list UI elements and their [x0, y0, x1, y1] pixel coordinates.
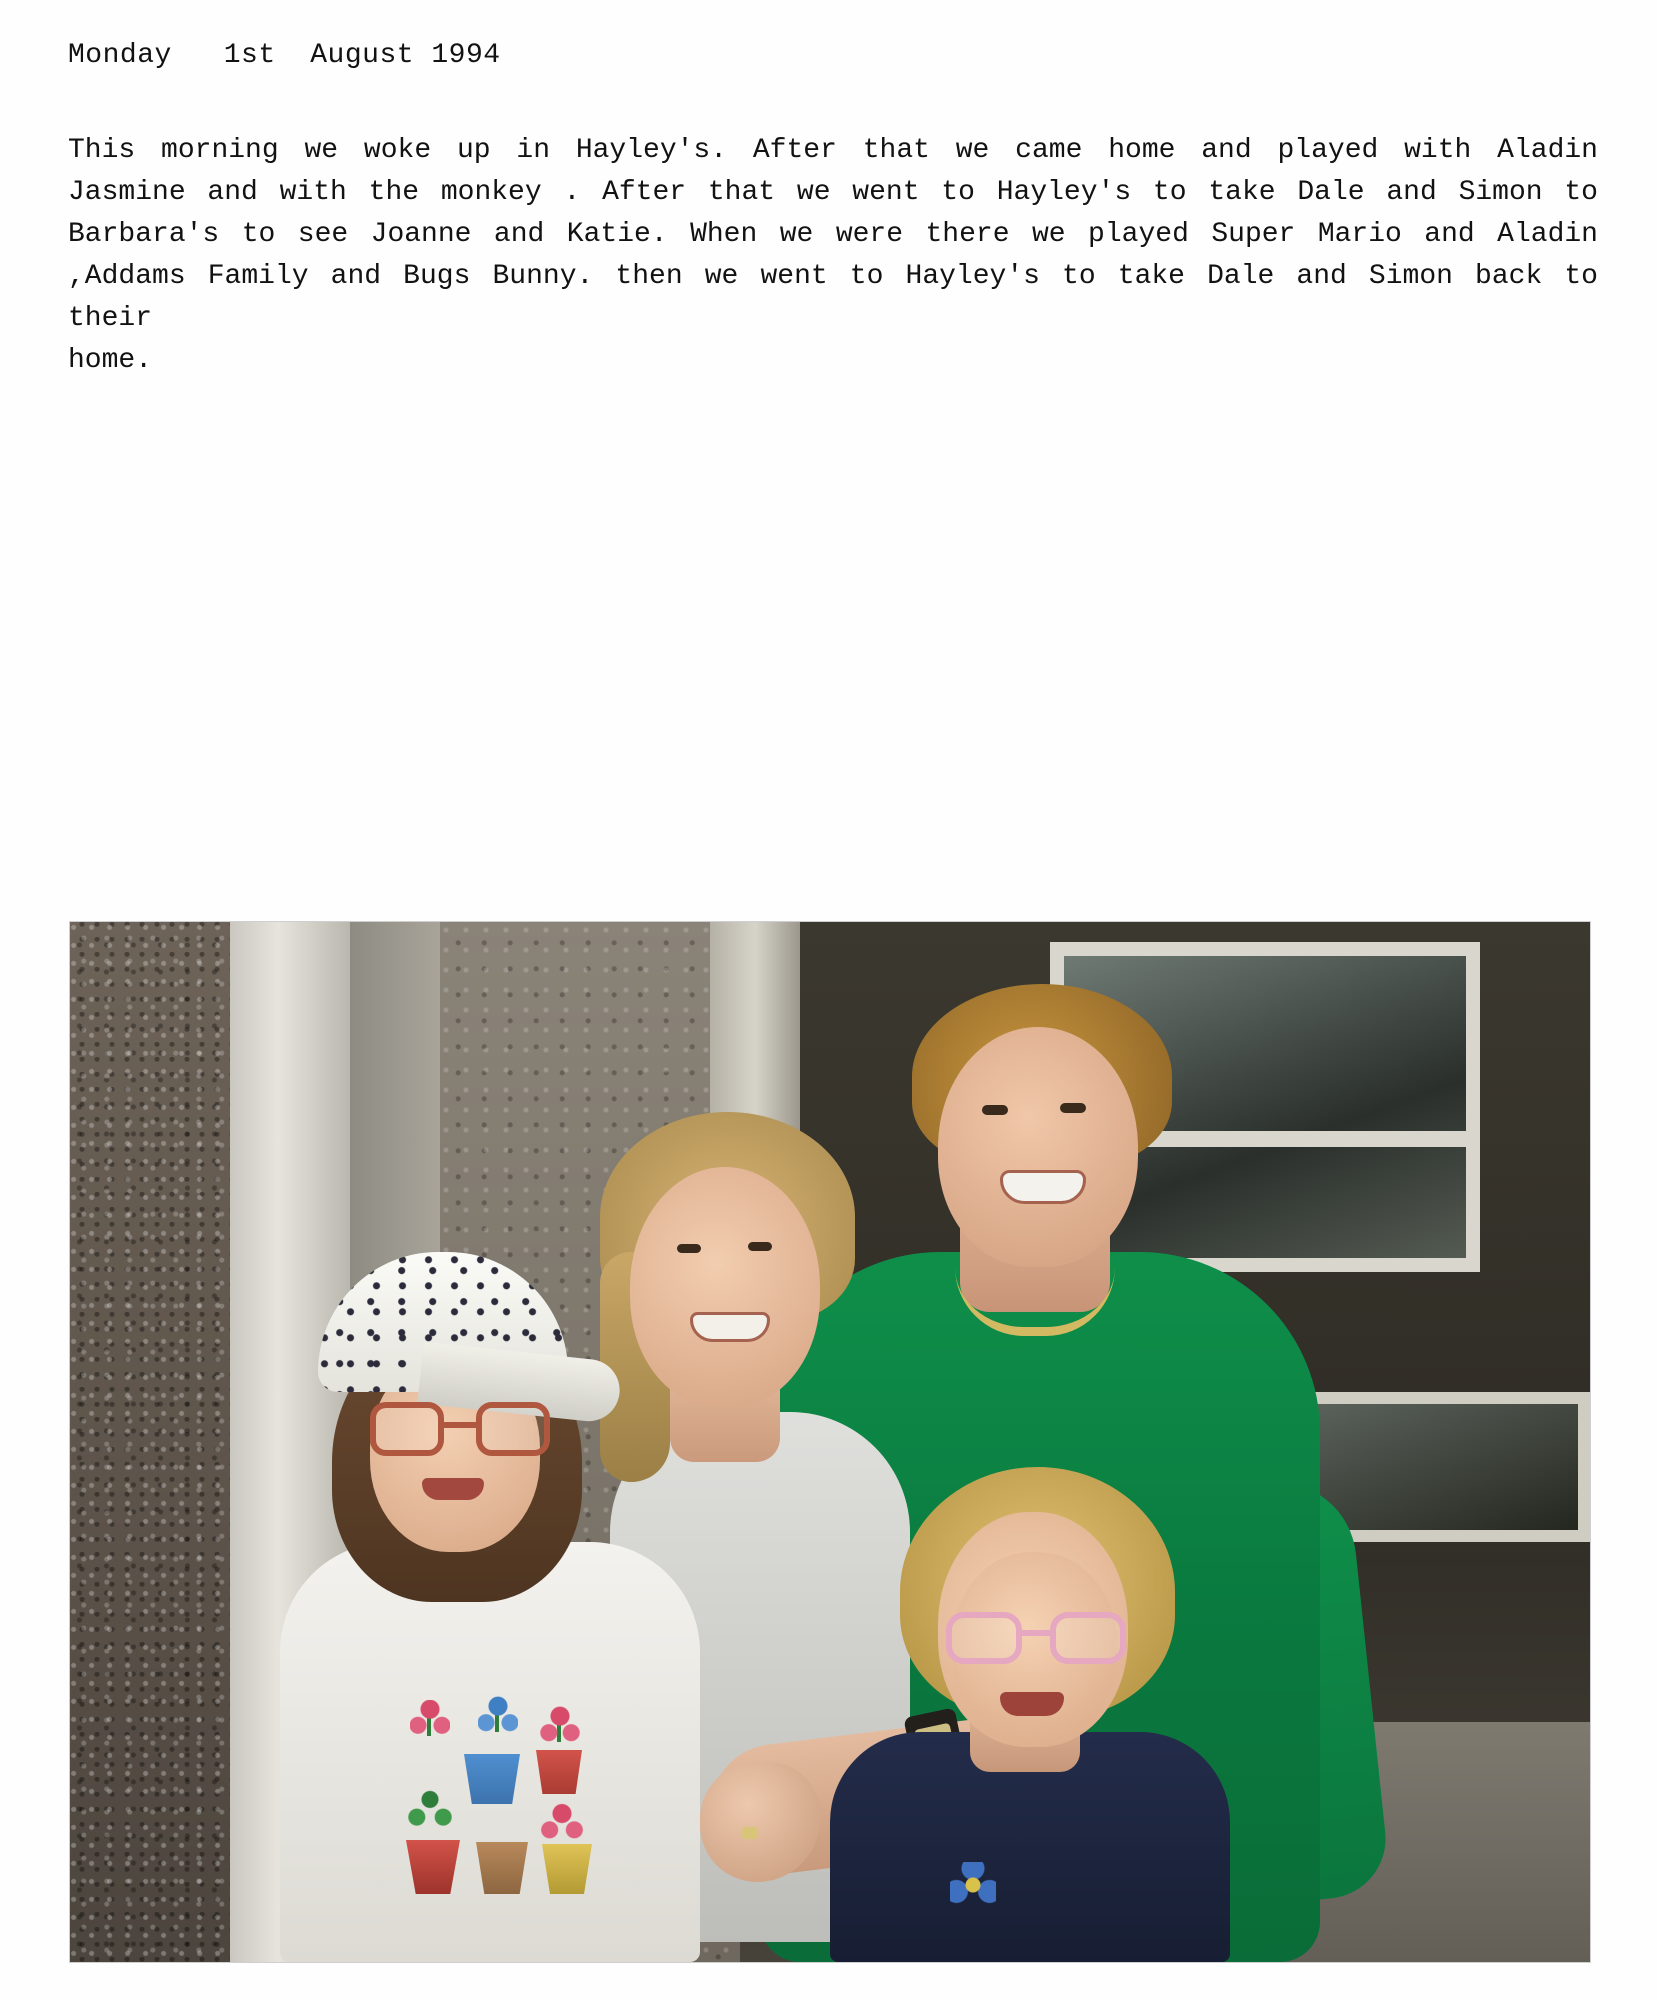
woman-right-eye	[1060, 1103, 1086, 1113]
family-photograph	[70, 922, 1590, 1962]
print-pot-red	[536, 1750, 582, 1794]
woman-face	[938, 1027, 1138, 1267]
print-boot-red	[406, 1840, 460, 1894]
woman-left-eye	[982, 1105, 1008, 1115]
tshirt-flowerpot-print	[400, 1692, 600, 1922]
red-glasses-bridge	[444, 1422, 476, 1428]
teen-smile	[690, 1312, 770, 1342]
print-flower-1	[410, 1700, 450, 1746]
print-flower-4	[540, 1802, 584, 1850]
navy-top-flower-motif	[950, 1862, 996, 1908]
teen-right-eye	[748, 1242, 772, 1251]
wedding-ring	[742, 1827, 758, 1839]
red-glasses-left-lens	[370, 1402, 444, 1456]
teen-left-eye	[677, 1244, 701, 1253]
print-pot-terracotta	[476, 1842, 528, 1894]
pink-glasses-left-lens	[946, 1612, 1022, 1664]
print-pot-yellow	[542, 1844, 592, 1894]
print-pot-blue	[464, 1754, 520, 1804]
red-glasses-icon	[370, 1402, 550, 1458]
diary-entry-paragraph: This morning we woke up in Hayley's. After that we came home and played with Aladin Jasmine and with the monkey . After that we went to Hayley's to take Dale and Simon to Barbara's to see Joanne and Katie. When we were there we played Super Mario and Aladin ,Addams Family and Bugs Bunny. then we went to Hayley's to take Dale and Simon back to their	[68, 135, 1598, 334]
pebbledash-wall	[70, 922, 230, 1962]
diary-entry-last-line: home.	[68, 345, 153, 376]
pink-glasses-icon	[946, 1612, 1126, 1666]
print-flower-2	[478, 1696, 518, 1742]
print-foliage	[408, 1788, 452, 1840]
teen-face	[630, 1167, 820, 1407]
girl-cap-smile	[422, 1478, 484, 1500]
red-glasses-right-lens	[476, 1402, 550, 1456]
pink-glasses-bridge	[1022, 1630, 1050, 1636]
print-flower-3	[540, 1706, 580, 1752]
pink-glasses-right-lens	[1050, 1612, 1126, 1664]
woman-smile	[1000, 1170, 1086, 1204]
girl-pink-smile	[1000, 1692, 1064, 1716]
diary-entry-text	[68, 130, 1598, 382]
diary-date-heading: Monday 1st August 1994	[68, 40, 501, 71]
